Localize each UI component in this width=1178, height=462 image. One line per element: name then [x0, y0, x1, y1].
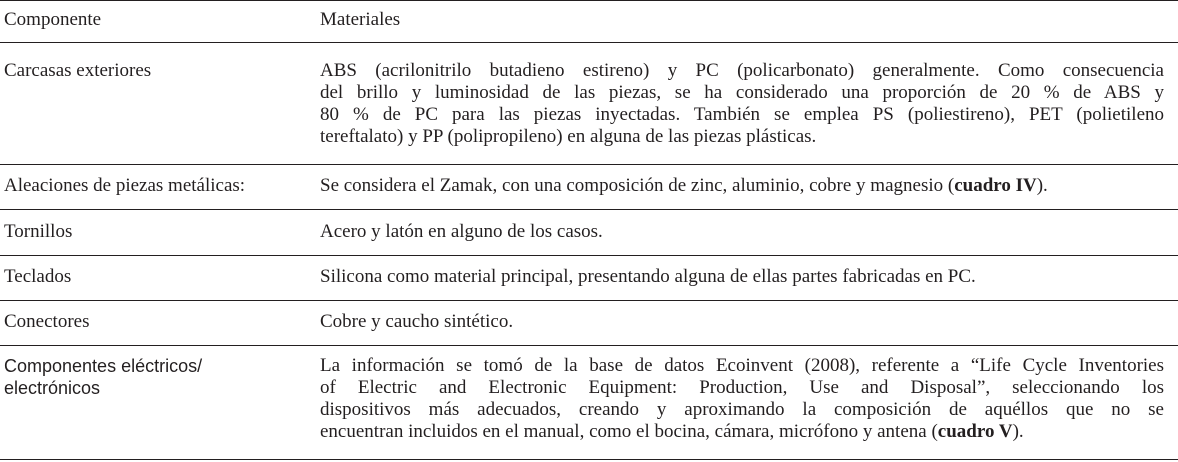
row-3-materials [320, 221, 1164, 243]
row-3-materials-line-1: Acero y latón en alguno de los casos. [320, 221, 603, 242]
row-3-rule [0, 255, 1178, 256]
row-5-materials [320, 311, 1164, 333]
table-bottom-rule [0, 459, 1178, 460]
row-6-materials [320, 355, 1164, 443]
column-header-materials: Materiales [320, 9, 401, 30]
row-2-materials-line-1 [320, 175, 1164, 197]
row-1-component: Carcasas exteriores [4, 60, 152, 81]
row-4-component: Teclados [4, 266, 72, 287]
row-4-materials [320, 266, 1164, 288]
row-2-component: Aleaciones de piezas metálicas: [4, 175, 246, 196]
row-1-materials-line-1: ABS (acrilonitrilo butadieno estireno) y PC (policarbonato) generalmente. Como consecuencia [320, 60, 1164, 81]
row-6-component-line-2: electrónicos [4, 378, 101, 398]
row-6-materials-line-2: of Electric and Electronic Equipment: Production, Use and Disposal”, seleccionando los [320, 377, 1164, 398]
header-rule [0, 42, 1178, 43]
row-1-materials-line-2: del brillo y luminosidad de las piezas, se ha considerado una proporción de 20 % de ABS y [320, 82, 1164, 103]
row-1-rule [0, 164, 1178, 165]
row-4-rule [0, 300, 1178, 301]
row-2-materials-ref: cuadro IV [954, 175, 1037, 196]
row-2-materials [320, 175, 1164, 197]
table-top-rule [0, 0, 1178, 1]
row-5-rule [0, 345, 1178, 346]
row-5-materials-line-1: Cobre y caucho sintético. [320, 311, 514, 332]
row-6-component-line-1: Componentes eléctricos/ [4, 356, 203, 376]
row-1-materials-line-4: tereftalato) y PP (polipropileno) en alguna de las piezas plásticas. [320, 126, 817, 147]
row-3-component: Tornillos [4, 221, 73, 242]
row-2-materials-text: Se considera el Zamak, con una composición de zinc, aluminio, cobre y magnesio ( [320, 175, 955, 196]
row-6-component [4, 355, 304, 399]
row-6-materials-line-1: La información se tomó de la base de datos Ecoinvent (2008), referente a “Life Cycle Inventories [320, 355, 1164, 376]
row-6-materials-line-4 [320, 421, 1164, 443]
row-4-materials-line-1: Silicona como material principal, presentando alguna de ellas partes fabricadas en PC. [320, 266, 976, 287]
row-1-materials-line-3: 80 % de PC para las piezas inyectadas. También se emplea PS (poliestireno), PET (polietileno [320, 104, 1164, 125]
row-6-materials-line-3: dispositivos más adecuados, creando y aproximando la composición de aquéllos que no se [320, 399, 1164, 420]
row-6-materials-end: ). [1012, 421, 1024, 442]
column-header-component: Componente [4, 9, 102, 30]
row-5-component: Conectores [4, 311, 90, 332]
row-6-materials-ref: cuadro V [937, 421, 1013, 442]
row-1-materials [320, 60, 1164, 148]
row-6-materials-text: encuentran incluidos en el manual, como el bocina, cámara, micrófono y antena ( [320, 421, 938, 442]
row-2-materials-end: ). [1036, 175, 1048, 196]
row-2-rule [0, 209, 1178, 210]
